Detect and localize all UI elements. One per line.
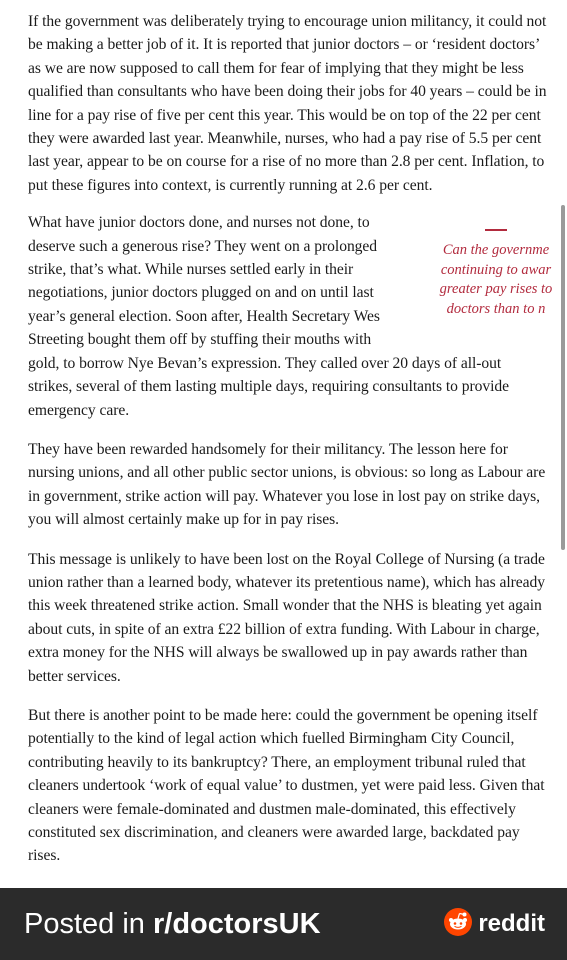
article-paragraph: What have junior doctors done, and nurses not done, to deserve such a generous rise? They went on a prolonged strike, that’s what. While nurses settled early in their negotiations, junior doctors plugged on and on until last year’s general election. Soon after, Health Secretary Wes Streeting bought them off by stuffing their mouths with gold, to borrow Nye Bevan’s expression. They called over 20 days of all-out strikes, several of them lasting multiple days, requiring consultants to provide emergency care. [28,214,510,419]
article-paragraph: They have been rewarded handsomely for their militancy. The lesson here for nursing unions, and all other public sector unions, is obvious: so long as Labour are in government, strike action will pay. Whatever you lose in lost pay on strike days, you will almost certainly make up for in pay rises. [28,440,546,529]
article-paragraph: But there is another point to be made here: could the government be opening itself potentially to the kind of legal action which fuelled Birmingham City Council, contributing heavily to its bankruptcy? There, an employment tribunal ruled that cleaners undertook ‘work of equal value’ to dustmen, yet were paid less. Given that cleaners were female-dominated and dustmen male-dominated, this effectively constituted sex discrimination, and cleaners were awarded large, backdated pay rises. [28,706,545,865]
reddit-footer-banner [0,888,567,960]
reddit-logo-icon [444,908,472,941]
reddit-wordmark: reddit [478,910,545,937]
article-paragraph: If the government was deliberately trying to encourage union militancy, it could not be making a better job of it. It is reported that junior doctors – or ‘resident doctors’ as we are now supposed to call them for fear of implying that they might be less qualified than consultants who have been doing their jobs for 40 years – could be in line for a pay rise of five per cent this year. This would be on top of the 22 per cent they were awarded last year. Meanwhile, nurses, who had a pay rise of 5.5 per cent last year, appear to be on course for a rise of no more than 2.8 per cent. Inflation, to put these figures into context, is currently running at 2.6 per cent. [28,13,547,194]
article-paragraph: This message is unlikely to have been lost on the Royal College of Nursing (a trade union rather than a learned body, whatever its pretentious name), which has already this week threatened strike action. Small wonder that the NHS is bleating yet again about cuts, in spite of an extra £22 billion of extra funding. With Labour in charge, extra money for the NHS will always be swallowed up in pay awards rather than better services. [28,550,546,685]
article-body [28,10,553,884]
pull-quote-rule [485,229,507,231]
pull-quote [416,229,567,339]
posted-in-label [24,908,321,941]
posted-prefix: Posted in [24,907,153,940]
reddit-brand[interactable] [444,908,545,941]
subreddit-name[interactable]: r/doctorsUK [152,907,321,940]
pull-quote-text: Can the governme continuing to awar greater pay rises to doctors than to n [439,242,553,317]
scrollbar[interactable] [561,205,565,550]
